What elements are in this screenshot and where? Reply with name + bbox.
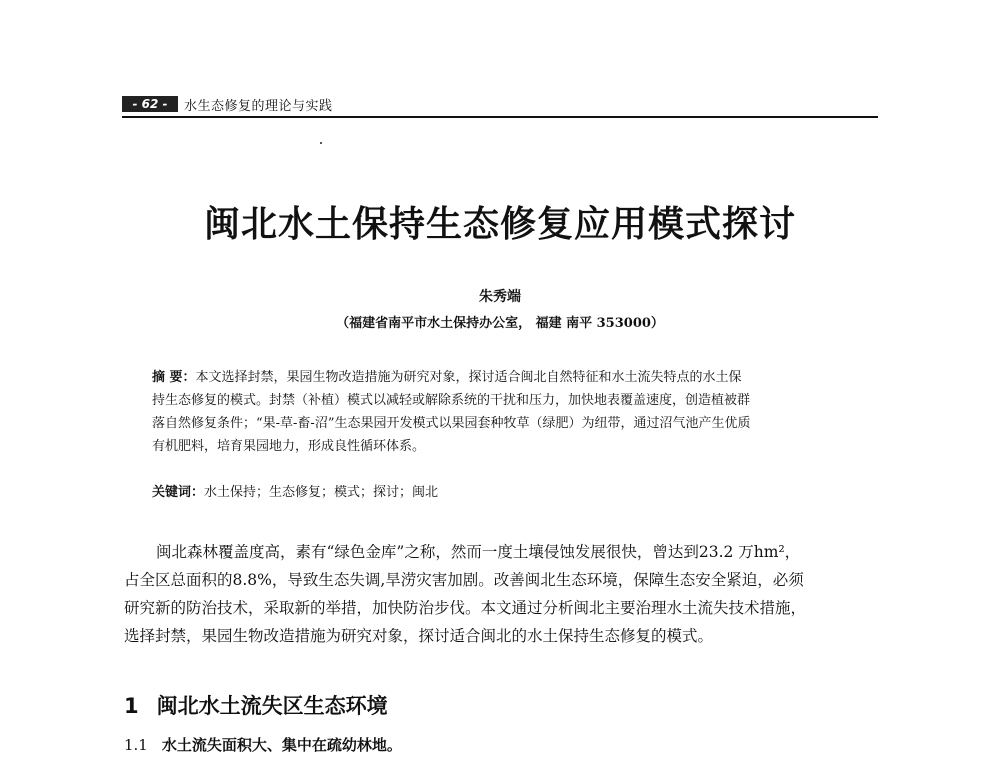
article-title: 闽北水土保持生态修复应用模式探讨: [203, 203, 796, 245]
body-line: 研究新的防治技术，采取新的举措，加快防治步伐。本文通过分析闽北主要治理水土流失技术措施，: [124, 599, 807, 617]
subsection-title: 水土流失面积大、集中在疏幼林地。: [161, 736, 402, 754]
body-paragraph: [124, 538, 884, 650]
subsection-number: 1.1: [124, 736, 148, 754]
section-number: 1: [124, 694, 139, 718]
page-number-badge: - 62 -: [122, 96, 178, 112]
keywords: [152, 483, 852, 503]
abstract-line: 持生态修复的模式。封禁（补植）模式以减轻或解除系统的干扰和压力，加快地表覆盖速度，创造植被群: [152, 393, 751, 408]
body-line: 闽北森林覆盖度高，素有“绿色金库”之称，然而一度土壤侵蚀发展很快，曾达到23.2 万hm²，: [156, 543, 801, 561]
abstract-line: 落自然修复条件；“果-草-畜-沼”生态果园开发模式以果园套种牧草（绿肥）为纽带，通过沼气池产生优质: [152, 416, 751, 431]
running-title: 水生态修复的理论与实践: [184, 99, 333, 114]
author-name: 朱秀端: [479, 289, 521, 305]
header-rule: [122, 116, 878, 118]
abstract-line: 有机肥料，培育果园地力，形成良性循环体系。: [152, 439, 426, 454]
section-heading: [124, 690, 388, 720]
page-header: [122, 94, 878, 116]
abstract-label: 摘 要：: [152, 370, 196, 385]
body-line: 占全区总面积的8.8%，导致生态失调,旱涝灾害加剧。改善闽北生态环境，保障生态安全紧迫，必须: [124, 571, 804, 589]
scan-speck: [320, 142, 322, 144]
keywords-text: 水土保持；生态修复；模式；探讨；闽北: [204, 485, 439, 500]
abstract: [152, 366, 852, 458]
author-affiliation: （福建省南平市水土保持办公室， 福建 南平 353000）: [336, 316, 664, 331]
keywords-label: 关键词：: [152, 485, 205, 500]
abstract-line: 摘 要：本文选择封禁，果园生物改造措施为研究对象，探讨适合闽北自然特征和水土流失特点的水土保: [152, 370, 742, 385]
body-line: 选择封禁，果园生物改造措施为研究对象，探讨适合闽北的水土保持生态修复的模式。: [124, 627, 714, 645]
section-title: 闽北水土流失区生态环境: [156, 694, 388, 718]
subsection-heading: [124, 734, 402, 755]
